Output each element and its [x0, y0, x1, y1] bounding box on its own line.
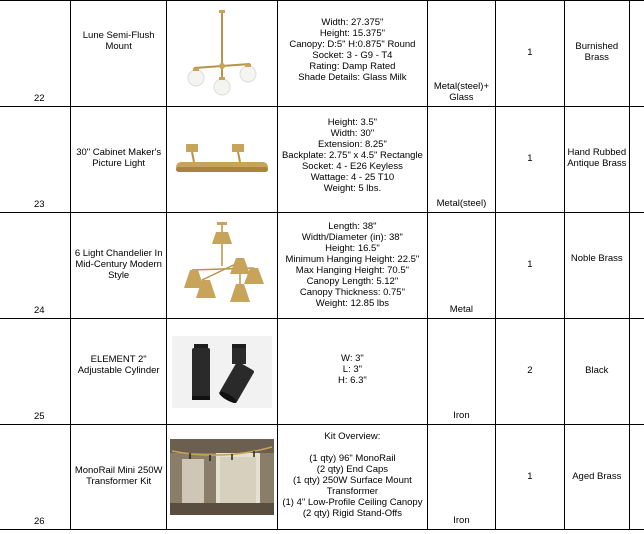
product-details — [277, 425, 427, 530]
detail-line: Length: 38" — [328, 221, 377, 232]
table-row — [0, 107, 644, 213]
row-number: 22 — [0, 1, 70, 107]
product-material: Metal(steel)+ Glass — [427, 1, 495, 107]
product-finish: Black — [564, 319, 629, 425]
product-quantity: 1 — [495, 213, 564, 319]
product-name — [70, 1, 166, 107]
product-image-cell — [167, 319, 278, 425]
product-quantity: 2 — [495, 319, 564, 425]
detail-line: Weight: 12.85 lbs — [315, 298, 390, 309]
product-details — [277, 319, 427, 425]
row-number: 25 — [0, 319, 70, 425]
picture-light-image — [172, 140, 272, 180]
product-name-text: 30" Cabinet Maker's Picture Light — [76, 147, 162, 169]
table-row — [0, 1, 644, 107]
product-finish: Noble Brass — [564, 213, 629, 319]
product-details — [277, 107, 427, 213]
detail-line: Height: 16.5" — [325, 243, 380, 254]
detail-line: (2 qty) End Caps — [316, 464, 389, 475]
detail-line: L: 3" — [342, 364, 363, 375]
cylinder-image — [172, 336, 272, 408]
detail-line: Shade Details: Glass Milk — [298, 72, 407, 83]
product-image-cell — [167, 1, 278, 107]
empty-cell — [629, 213, 644, 319]
product-quantity: 1 — [495, 425, 564, 530]
table-row — [0, 425, 644, 530]
product-finish: Burnished Brass — [564, 1, 629, 107]
empty-cell — [629, 1, 644, 107]
detail-line: Canopy: D:5" H:0.875" Round — [289, 39, 416, 50]
empty-cell — [629, 319, 644, 425]
detail-line: Weight: 5 lbs. — [323, 183, 382, 194]
product-name — [70, 107, 166, 213]
product-details — [277, 213, 427, 319]
detail-line: H: 6.3" — [338, 375, 367, 386]
product-image-cell — [167, 213, 278, 319]
product-image-cell — [167, 107, 278, 213]
product-quantity: 1 — [495, 1, 564, 107]
detail-line: (2 qty) Rigid Stand-Offs — [302, 508, 402, 519]
detail-line: Height: 15.375" — [319, 28, 385, 39]
detail-line: Width: 27.375" — [321, 17, 384, 28]
row-number: 26 — [0, 425, 70, 530]
detail-line: Wattage: 4 - 25 T10 — [310, 172, 395, 183]
detail-line: (1) 4" Low-Profile Ceiling Canopy — [282, 497, 423, 508]
detail-line: (1 qty) 250W Surface Mount Transformer — [293, 475, 412, 497]
row-number: 24 — [0, 213, 70, 319]
detail-line: (1 qty) 96" MonoRail — [309, 453, 396, 464]
empty-cell — [629, 107, 644, 213]
detail-line: Width: 30" — [330, 128, 375, 139]
detail-line: W: 3" — [341, 353, 364, 364]
detail-line: Rating: Damp Rated — [309, 61, 396, 72]
product-material: Metal(steel) — [427, 107, 495, 213]
detail-line — [278, 442, 427, 453]
row-number: 23 — [0, 107, 70, 213]
detail-line: Socket: 4 - E26 Keyless — [301, 161, 403, 172]
product-name — [70, 425, 166, 530]
product-details — [277, 1, 427, 107]
product-quantity: 1 — [495, 107, 564, 213]
product-name-text: ELEMENT 2" Adjustable Cylinder — [77, 354, 160, 376]
detail-line: Kit Overview: — [324, 431, 381, 442]
detail-line: Minimum Hanging Height: 22.5" — [285, 254, 420, 265]
detail-line: Max Hanging Height: 70.5" — [295, 265, 410, 276]
empty-cell — [629, 425, 644, 530]
detail-line: Height: 3.5" — [327, 117, 378, 128]
product-name-text: 6 Light Chandelier In Mid-Century Modern Style — [74, 248, 163, 281]
lune-semi-flush-mount-image — [172, 6, 272, 102]
product-name-text: MonoRail Mini 250W Transformer Kit — [74, 465, 163, 487]
product-finish: Hand Rubbed Antique Brass — [564, 107, 629, 213]
product-material: Metal — [427, 213, 495, 319]
product-finish: Aged Brass — [564, 425, 629, 530]
product-image-cell — [167, 425, 278, 530]
chandelier-image — [172, 218, 272, 314]
detail-line: Extension: 8.25" — [317, 139, 387, 150]
table-row — [0, 213, 644, 319]
detail-line: Socket: 3 - G9 - T4 — [312, 50, 393, 61]
table-row — [0, 319, 644, 425]
detail-line: Width/Diameter (in): 38" — [301, 232, 403, 243]
detail-line: Backplate: 2.75" x 4.5" Rectangle — [281, 150, 423, 161]
product-material: Iron — [427, 319, 495, 425]
product-name — [70, 319, 166, 425]
product-name — [70, 213, 166, 319]
detail-line: Canopy Length: 5.12" — [306, 276, 399, 287]
product-material: Iron — [427, 425, 495, 530]
monorail-image — [170, 439, 274, 515]
product-name-text: Lune Semi-Flush Mount — [82, 30, 155, 52]
detail-line: Canopy Thickness: 0.75" — [299, 287, 405, 298]
